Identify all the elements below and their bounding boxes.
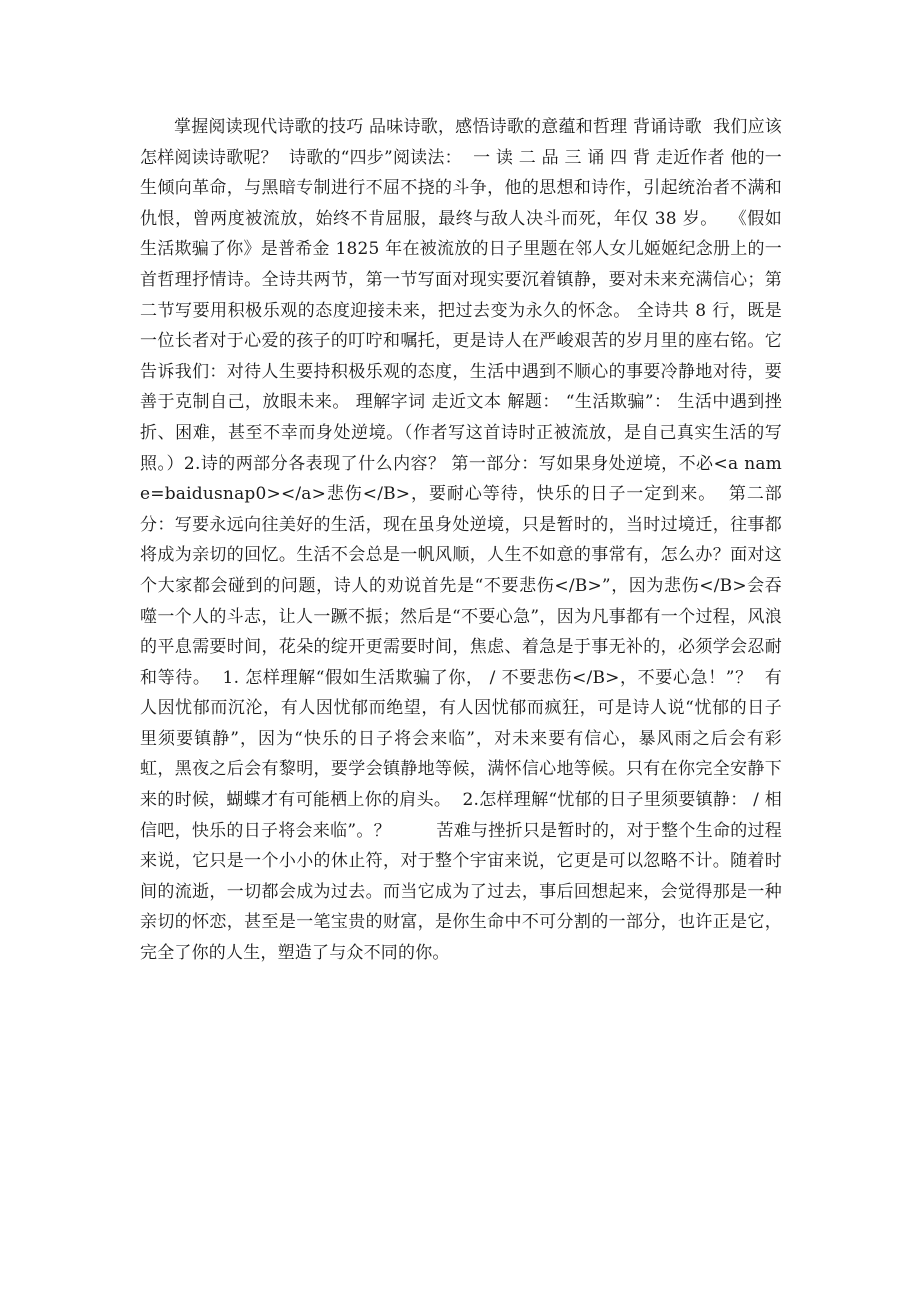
body-paragraph: 掌握阅读现代诗歌的技巧 品味诗歌，感悟诗歌的意蕴和哲理 背诵诗歌 我们应该怎样阅读诗歌呢？ 诗歌的“四步”阅读法： 一 读 二 品 三 诵 四 背 走近作者 他的一生倾向革命，与黑暗专制进行不屈不挠的斗争，他的思想和诗作，引起统治者不满和仇恨，曾两度被流放，始终不肯屈服，最终与敌人决斗而死，年仅 38 岁。 《假如生活欺骗了你》是普希金 1825 年在被流放的日子里题在邻人女儿姬姬纪念册上的一首哲理抒情诗。全诗共两节，第一节写面对现实要沉着镇静，要对未来充满信心；第二节写要用积极乐观的态度迎接未来，把过去变为永久的怀念。 全诗共 8 行，既是一位长者对于心爱的孩子的叮咛和嘱托，更是诗人在严峻艰苦的岁月里的座右铭。它告诉我们：对待人生要持积极乐观的态度，生活中遇到不顺心的事要冷静地对待，要善于克制自己，放眼未来。 理解字词 走近文本 解题： “生活欺骗”： 生活中遇到挫折、困难，甚至不幸而身处逆境。（作者写这首诗时正被流放，是自己真实生活的写照。）2.诗的两部分各表现了什么内容？ 第一部分：写如果身处逆境，不必<a name=baidusnap0></a>悲伤</B>，要耐心等待，快乐的日子一定到来。 第二部分：写要永远向往美好的生活，现在虽身处逆境，只是暂时的，当时过境迁，往事都将成为亲切的回忆。生活不会总是一帆风顺，人生不如意的事常有，怎么办？面对这个大家都会碰到的问题，诗人的劝说首先是“不要悲伤</B>”，因为悲伤</B>会吞噬一个人的斗志，让人一蹶不振；然后是“不要心急”，因为凡事都有一个过程，风浪的平息需要时间，花朵的绽开更需要时间，焦虑、着急是于事无补的，必须学会忍耐和等待。 1. 怎样理解“假如生活欺骗了你， / 不要悲伤</B>，不要心急！”？ 有人因忧郁而沉沦，有人因忧郁而绝望，有人因忧郁而疯狂，可是诗人说“忧郁的日子里须要镇静”，因为“快乐的日子将会来临”，对未来要有信心，暴风雨之后会有彩虹，黑夜之后会有黎明，要学会镇静地等候，满怀信心地等候。只有在你完全安静下来的时候，蝴蝶才有可能栖上你的肩头。 2.怎样理解“忧郁的日子里须要镇静： / 相信吧，快乐的日子将会来临”。？ 苦难与挫折只是暂时的，对于整个生命的过程来说，它只是一个小小的休止符，对于整个宇宙来说，它更是可以忽略不计。随着时间的流逝，一切都会成为过去。而当它成为了过去，事后回想起来，会觉得那是一种亲切的怀恋，甚至是一笔宝贵的财富，是你生命中不可分割的一部分，也许正是它，完全了你的人生，塑造了与众不同的你。 [140, 117, 782, 964]
